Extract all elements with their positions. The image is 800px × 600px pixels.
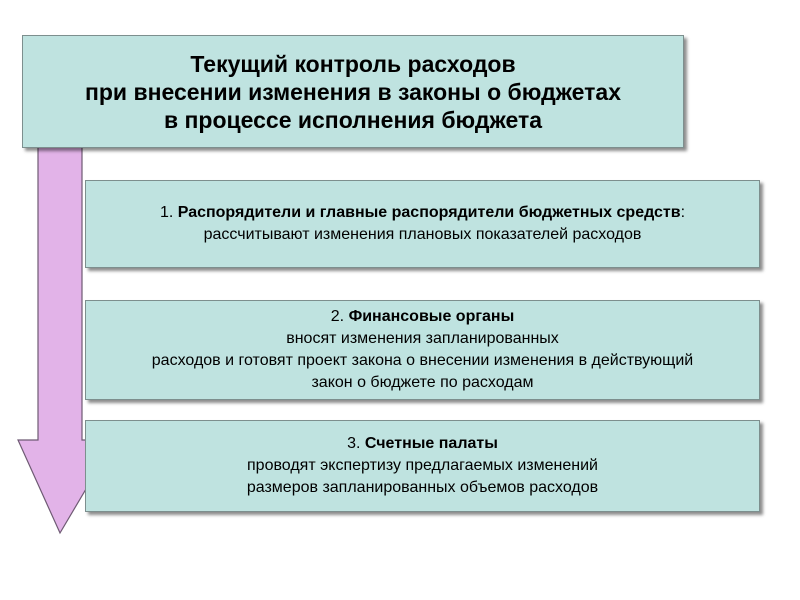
step-3-title: Счетные палаты (364, 435, 498, 452)
step-2-line-2: расходов и готовят проект закона о внесении изменения в действующий (151, 352, 694, 369)
title-box (22, 35, 684, 148)
step-3-number: 3. (347, 435, 365, 452)
step-3-line-1: проводят экспертизу предлагаемых изменений (247, 457, 598, 474)
step-2-line-1: вносят изменения запланированных (286, 330, 559, 347)
title-line-2: при внесении изменения в законы о бюджетах (84, 78, 622, 105)
title-line-1: Текущий контроль расходов (190, 50, 516, 77)
step-1-heading (160, 202, 685, 224)
step-1-number: 1. (159, 204, 178, 221)
step-1-box (85, 180, 760, 268)
step-2-number: 2. (330, 308, 349, 325)
step-1-title: Распорядители и главные распорядители бюджетных средств (177, 204, 681, 221)
step-2-heading (331, 306, 514, 328)
step-2-box (85, 300, 760, 400)
step-3-heading (347, 433, 498, 455)
step-2-line-3: закон о бюджете по расходам (311, 374, 534, 391)
title-line-3: в процессе исполнения бюджета (163, 106, 543, 133)
step-1-line-1: рассчитывают изменения плановых показателей расходов (203, 226, 642, 243)
step-3-line-2: размеров запланированных объемов расходов (246, 479, 599, 496)
step-1-title-suffix: : (680, 204, 686, 221)
step-2-title: Финансовые органы (348, 308, 515, 325)
step-3-box (85, 420, 760, 512)
